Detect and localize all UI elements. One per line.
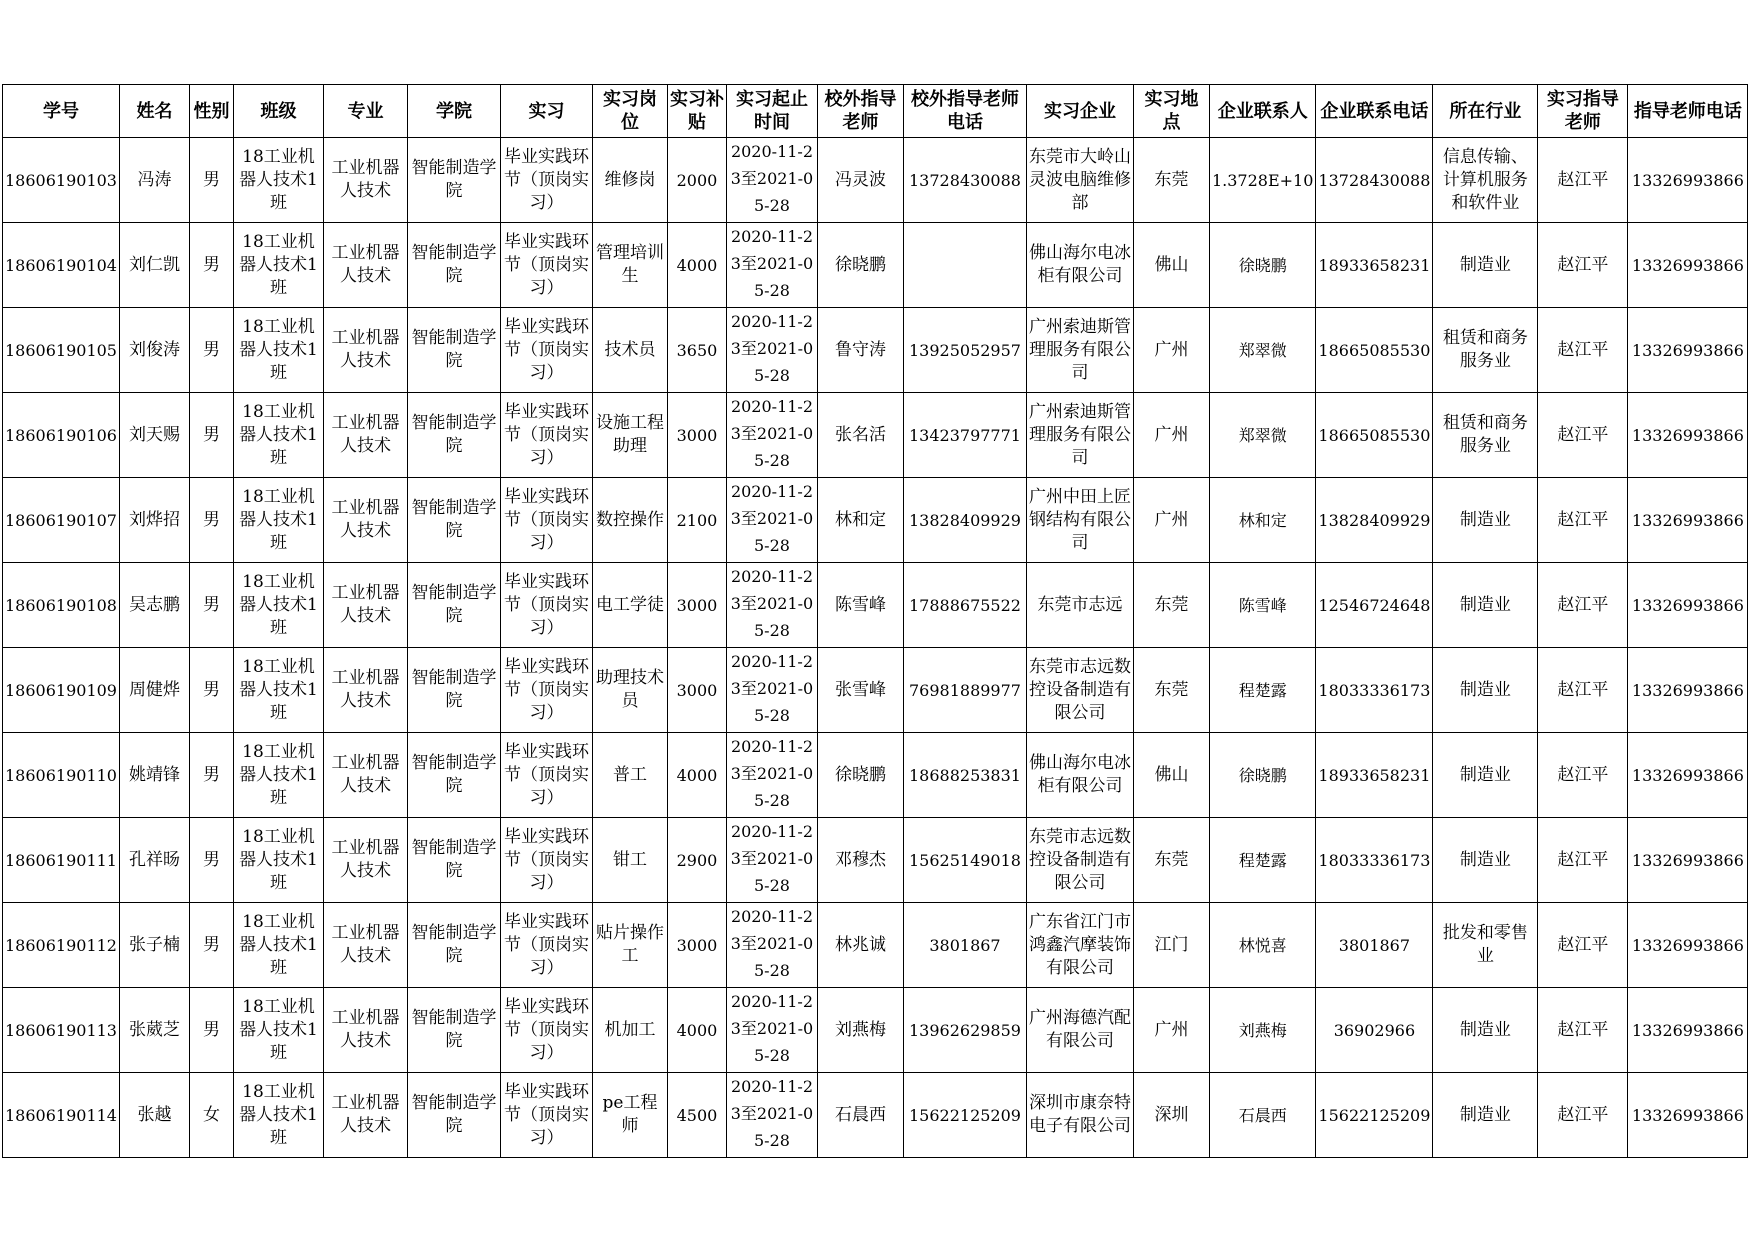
cell-contact: 石晨西: [1209, 1073, 1315, 1158]
cell-name: 周健烨: [119, 648, 189, 733]
cell-period: [726, 648, 817, 733]
internship-table: [2, 84, 1748, 1158]
cell-period: [726, 733, 817, 818]
cell-industry: 信息传输、计算机服务和软件业: [1433, 138, 1538, 223]
cell-subsidy: 4500: [667, 1073, 726, 1158]
cell-contact-phone: 15622125209: [1316, 1073, 1433, 1158]
cell-teacher: 赵江平: [1538, 903, 1628, 988]
cell-company: 东莞市志远数控设备制造有限公司: [1026, 818, 1133, 903]
cell-position: 维修岗: [592, 138, 667, 223]
cell-internship: 毕业实践环节（顶岗实习）: [500, 393, 592, 478]
table-row: [3, 733, 1748, 818]
header-name: 姓名: [119, 85, 189, 138]
cell-student-id: 18606190111: [3, 818, 120, 903]
cell-gender: 男: [189, 308, 233, 393]
cell-period: [726, 308, 817, 393]
cell-subsidy: 3650: [667, 308, 726, 393]
header-row: [3, 85, 1748, 138]
cell-contact-phone: 18665085530: [1316, 308, 1433, 393]
cell-college: 智能制造学院: [407, 648, 500, 733]
cell-gender: 男: [189, 733, 233, 818]
cell-teacher: 赵江平: [1538, 563, 1628, 648]
cell-teacher-phone: 13326993866: [1628, 308, 1748, 393]
cell-location: 东莞: [1133, 818, 1209, 903]
header-gender: 性别: [189, 85, 233, 138]
cell-company: 东莞市大岭山灵波电脑维修部: [1026, 138, 1133, 223]
period-text: 2020-11-23至2021-05-28: [730, 397, 814, 470]
cell-major: 工业机器人技术: [323, 733, 407, 818]
cell-major: 工业机器人技术: [323, 393, 407, 478]
cell-period: [726, 903, 817, 988]
cell-location: 江门: [1133, 903, 1209, 988]
cell-college: 智能制造学院: [407, 223, 500, 308]
cell-gender: 男: [189, 903, 233, 988]
cell-student-id: 18606190113: [3, 988, 120, 1073]
cell-subsidy: 3000: [667, 393, 726, 478]
cell-ext-teacher-phone: 3801867: [903, 903, 1026, 988]
cell-location: 深圳: [1133, 1073, 1209, 1158]
period-text: 2020-11-23至2021-05-28: [730, 312, 814, 385]
cell-location: 佛山: [1133, 733, 1209, 818]
cell-subsidy: 4000: [667, 733, 726, 818]
cell-contact-phone: 3801867: [1316, 903, 1433, 988]
cell-ext-teacher: 张雪峰: [817, 648, 903, 733]
header-contact-phone: 企业联系电话: [1316, 85, 1433, 138]
header-ext-teacher: 校外指导老师: [817, 85, 903, 138]
cell-gender: 男: [189, 138, 233, 223]
cell-name: 刘烨招: [119, 478, 189, 563]
cell-teacher: 赵江平: [1538, 648, 1628, 733]
cell-internship: 毕业实践环节（顶岗实习）: [500, 818, 592, 903]
cell-class: 18工业机器人技术1班: [233, 1073, 323, 1158]
header-college: 学院: [407, 85, 500, 138]
cell-industry: 批发和零售业: [1433, 903, 1538, 988]
cell-major: 工业机器人技术: [323, 563, 407, 648]
cell-period: [726, 818, 817, 903]
cell-teacher-phone: 13326993866: [1628, 903, 1748, 988]
cell-name: 刘仁凯: [119, 223, 189, 308]
cell-ext-teacher: 石晨西: [817, 1073, 903, 1158]
cell-contact: 陈雪峰: [1209, 563, 1315, 648]
cell-period: [726, 393, 817, 478]
cell-position: 贴片操作工: [592, 903, 667, 988]
cell-name: 刘俊涛: [119, 308, 189, 393]
cell-name: 张子楠: [119, 903, 189, 988]
cell-teacher-phone: 13326993866: [1628, 988, 1748, 1073]
cell-position: 机加工: [592, 988, 667, 1073]
cell-college: 智能制造学院: [407, 733, 500, 818]
cell-ext-teacher: 林和定: [817, 478, 903, 563]
cell-major: 工业机器人技术: [323, 903, 407, 988]
header-student-id: 学号: [3, 85, 120, 138]
cell-teacher: 赵江平: [1538, 223, 1628, 308]
period-text: 2020-11-23至2021-05-28: [730, 1077, 814, 1150]
cell-period: [726, 988, 817, 1073]
cell-college: 智能制造学院: [407, 138, 500, 223]
cell-student-id: 18606190110: [3, 733, 120, 818]
cell-gender: 女: [189, 1073, 233, 1158]
cell-ext-teacher-phone: 17888675522: [903, 563, 1026, 648]
header-teacher: 实习指导老师: [1538, 85, 1628, 138]
cell-major: 工业机器人技术: [323, 308, 407, 393]
header-internship: 实习: [500, 85, 592, 138]
cell-ext-teacher-phone: 76981889977: [903, 648, 1026, 733]
cell-teacher: 赵江平: [1538, 988, 1628, 1073]
cell-location: 佛山: [1133, 223, 1209, 308]
cell-industry: 制造业: [1433, 818, 1538, 903]
cell-student-id: 18606190104: [3, 223, 120, 308]
cell-industry: 制造业: [1433, 733, 1538, 818]
table-row: [3, 988, 1748, 1073]
cell-industry: 制造业: [1433, 648, 1538, 733]
cell-subsidy: 3000: [667, 648, 726, 733]
cell-ext-teacher: 林兆诚: [817, 903, 903, 988]
cell-subsidy: 4000: [667, 223, 726, 308]
cell-company: 广州索迪斯管理服务有限公司: [1026, 308, 1133, 393]
header-company: 实习企业: [1026, 85, 1133, 138]
cell-company: 广东省江门市鸿鑫汽摩装饰有限公司: [1026, 903, 1133, 988]
cell-major: 工业机器人技术: [323, 988, 407, 1073]
cell-college: 智能制造学院: [407, 478, 500, 563]
cell-name: 孔祥旸: [119, 818, 189, 903]
header-major: 专业: [323, 85, 407, 138]
cell-contact-phone: 18665085530: [1316, 393, 1433, 478]
period-text: 2020-11-23至2021-05-28: [730, 652, 814, 725]
cell-teacher-phone: 13326993866: [1628, 563, 1748, 648]
cell-student-id: 18606190107: [3, 478, 120, 563]
cell-student-id: 18606190114: [3, 1073, 120, 1158]
cell-teacher-phone: 13326993866: [1628, 733, 1748, 818]
cell-class: 18工业机器人技术1班: [233, 903, 323, 988]
cell-internship: 毕业实践环节（顶岗实习）: [500, 733, 592, 818]
table-row: [3, 563, 1748, 648]
cell-student-id: 18606190103: [3, 138, 120, 223]
cell-ext-teacher: 鲁守涛: [817, 308, 903, 393]
table-row: [3, 138, 1748, 223]
cell-subsidy: 4000: [667, 988, 726, 1073]
header-location: 实习地点: [1133, 85, 1209, 138]
cell-gender: 男: [189, 988, 233, 1073]
cell-period: [726, 223, 817, 308]
cell-ext-teacher-phone: [903, 223, 1026, 308]
cell-college: 智能制造学院: [407, 818, 500, 903]
table-row: [3, 308, 1748, 393]
header-industry: 所在行业: [1433, 85, 1538, 138]
cell-college: 智能制造学院: [407, 988, 500, 1073]
cell-period: [726, 563, 817, 648]
cell-ext-teacher: 陈雪峰: [817, 563, 903, 648]
cell-class: 18工业机器人技术1班: [233, 818, 323, 903]
cell-name: 刘天赐: [119, 393, 189, 478]
cell-ext-teacher-phone: 13728430088: [903, 138, 1026, 223]
cell-company: 广州索迪斯管理服务有限公司: [1026, 393, 1133, 478]
cell-college: 智能制造学院: [407, 903, 500, 988]
cell-contact: 程楚露: [1209, 818, 1315, 903]
cell-student-id: 18606190112: [3, 903, 120, 988]
cell-teacher-phone: 13326993866: [1628, 818, 1748, 903]
cell-teacher: 赵江平: [1538, 138, 1628, 223]
cell-name: 姚靖锋: [119, 733, 189, 818]
cell-college: 智能制造学院: [407, 563, 500, 648]
header-contact: 企业联系人: [1209, 85, 1315, 138]
cell-position: 钳工: [592, 818, 667, 903]
cell-major: 工业机器人技术: [323, 648, 407, 733]
cell-teacher-phone: 13326993866: [1628, 648, 1748, 733]
cell-location: 广州: [1133, 988, 1209, 1073]
table-body: [3, 138, 1748, 1158]
cell-contact: 郑翠微: [1209, 393, 1315, 478]
cell-position: 数控操作: [592, 478, 667, 563]
header-period: 实习起止时间: [726, 85, 817, 138]
header-ext-teacher-phone: 校外指导老师电话: [903, 85, 1026, 138]
cell-contact-phone: 13728430088: [1316, 138, 1433, 223]
header-teacher-phone: 指导老师电话: [1628, 85, 1748, 138]
cell-college: 智能制造学院: [407, 1073, 500, 1158]
cell-company: 佛山海尔电冰柜有限公司: [1026, 733, 1133, 818]
cell-period: [726, 1073, 817, 1158]
period-text: 2020-11-23至2021-05-28: [730, 992, 814, 1065]
cell-position: 管理培训生: [592, 223, 667, 308]
table-row: [3, 648, 1748, 733]
cell-major: 工业机器人技术: [323, 818, 407, 903]
cell-class: 18工业机器人技术1班: [233, 308, 323, 393]
cell-teacher-phone: 13326993866: [1628, 223, 1748, 308]
period-text: 2020-11-23至2021-05-28: [730, 482, 814, 555]
cell-ext-teacher: 徐晓鹏: [817, 733, 903, 818]
cell-contact-phone: 12546724648: [1316, 563, 1433, 648]
cell-position: 技术员: [592, 308, 667, 393]
cell-gender: 男: [189, 393, 233, 478]
header-class: 班级: [233, 85, 323, 138]
table-row: [3, 903, 1748, 988]
cell-class: 18工业机器人技术1班: [233, 563, 323, 648]
cell-contact-phone: 18933658231: [1316, 733, 1433, 818]
cell-name: 冯涛: [119, 138, 189, 223]
cell-gender: 男: [189, 648, 233, 733]
cell-teacher: 赵江平: [1538, 733, 1628, 818]
cell-industry: 制造业: [1433, 988, 1538, 1073]
cell-name: 张越: [119, 1073, 189, 1158]
cell-industry: 制造业: [1433, 478, 1538, 563]
cell-teacher: 赵江平: [1538, 308, 1628, 393]
cell-period: [726, 478, 817, 563]
cell-internship: 毕业实践环节（顶岗实习）: [500, 563, 592, 648]
period-text: 2020-11-23至2021-05-28: [730, 142, 814, 215]
cell-gender: 男: [189, 223, 233, 308]
cell-teacher-phone: 13326993866: [1628, 393, 1748, 478]
cell-contact-phone: 13828409929: [1316, 478, 1433, 563]
cell-gender: 男: [189, 563, 233, 648]
cell-ext-teacher-phone: 15625149018: [903, 818, 1026, 903]
cell-company: 佛山海尔电冰柜有限公司: [1026, 223, 1133, 308]
cell-subsidy: 3000: [667, 903, 726, 988]
cell-location: 广州: [1133, 308, 1209, 393]
header-position: 实习岗位: [592, 85, 667, 138]
cell-contact-phone: 18033336173: [1316, 648, 1433, 733]
cell-class: 18工业机器人技术1班: [233, 648, 323, 733]
cell-gender: 男: [189, 478, 233, 563]
cell-company: 东莞市志远数控设备制造有限公司: [1026, 648, 1133, 733]
cell-industry: 制造业: [1433, 1073, 1538, 1158]
cell-internship: 毕业实践环节（顶岗实习）: [500, 138, 592, 223]
cell-industry: 租赁和商务服务业: [1433, 308, 1538, 393]
cell-ext-teacher: 张名活: [817, 393, 903, 478]
cell-subsidy: 2900: [667, 818, 726, 903]
cell-class: 18工业机器人技术1班: [233, 393, 323, 478]
cell-ext-teacher-phone: 13925052957: [903, 308, 1026, 393]
cell-teacher: 赵江平: [1538, 1073, 1628, 1158]
cell-student-id: 18606190105: [3, 308, 120, 393]
cell-internship: 毕业实践环节（顶岗实习）: [500, 903, 592, 988]
cell-company: 广州中田上匠钢结构有限公司: [1026, 478, 1133, 563]
cell-ext-teacher-phone: 18688253831: [903, 733, 1026, 818]
cell-class: 18工业机器人技术1班: [233, 478, 323, 563]
period-text: 2020-11-23至2021-05-28: [730, 567, 814, 640]
cell-class: 18工业机器人技术1班: [233, 733, 323, 818]
cell-contact: 林悦喜: [1209, 903, 1315, 988]
cell-contact: 1.3728E+10: [1209, 138, 1315, 223]
cell-subsidy: 2000: [667, 138, 726, 223]
cell-ext-teacher: 冯灵波: [817, 138, 903, 223]
header-subsidy: 实习补贴: [667, 85, 726, 138]
period-text: 2020-11-23至2021-05-28: [730, 822, 814, 895]
cell-location: 东莞: [1133, 563, 1209, 648]
cell-position: 助理技术员: [592, 648, 667, 733]
cell-teacher-phone: 13326993866: [1628, 1073, 1748, 1158]
cell-position: 普工: [592, 733, 667, 818]
cell-industry: 租赁和商务服务业: [1433, 393, 1538, 478]
period-text: 2020-11-23至2021-05-28: [730, 227, 814, 300]
cell-college: 智能制造学院: [407, 393, 500, 478]
cell-internship: 毕业实践环节（顶岗实习）: [500, 308, 592, 393]
cell-company: 东莞市志远: [1026, 563, 1133, 648]
cell-teacher-phone: 13326993866: [1628, 478, 1748, 563]
cell-industry: 制造业: [1433, 563, 1538, 648]
cell-contact: 郑翠微: [1209, 308, 1315, 393]
cell-name: 张葳芝: [119, 988, 189, 1073]
cell-gender: 男: [189, 818, 233, 903]
period-text: 2020-11-23至2021-05-28: [730, 737, 814, 810]
cell-subsidy: 2100: [667, 478, 726, 563]
table-row: [3, 223, 1748, 308]
cell-student-id: 18606190108: [3, 563, 120, 648]
cell-position: pe工程师: [592, 1073, 667, 1158]
cell-major: 工业机器人技术: [323, 1073, 407, 1158]
cell-ext-teacher: 徐晓鹏: [817, 223, 903, 308]
cell-location: 东莞: [1133, 648, 1209, 733]
cell-internship: 毕业实践环节（顶岗实习）: [500, 478, 592, 563]
table-row: [3, 393, 1748, 478]
cell-contact: 林和定: [1209, 478, 1315, 563]
cell-ext-teacher-phone: 13962629859: [903, 988, 1026, 1073]
cell-major: 工业机器人技术: [323, 478, 407, 563]
cell-ext-teacher-phone: 15622125209: [903, 1073, 1026, 1158]
cell-location: 广州: [1133, 478, 1209, 563]
cell-teacher: 赵江平: [1538, 478, 1628, 563]
cell-company: 广州海德汽配有限公司: [1026, 988, 1133, 1073]
cell-contact: 徐晓鹏: [1209, 223, 1315, 308]
cell-internship: 毕业实践环节（顶岗实习）: [500, 1073, 592, 1158]
cell-internship: 毕业实践环节（顶岗实习）: [500, 988, 592, 1073]
cell-class: 18工业机器人技术1班: [233, 138, 323, 223]
table-row: [3, 818, 1748, 903]
table-row: [3, 478, 1748, 563]
cell-teacher-phone: 13326993866: [1628, 138, 1748, 223]
cell-ext-teacher-phone: 13828409929: [903, 478, 1026, 563]
cell-major: 工业机器人技术: [323, 223, 407, 308]
table-row: [3, 1073, 1748, 1158]
period-text: 2020-11-23至2021-05-28: [730, 907, 814, 980]
cell-ext-teacher: 刘燕梅: [817, 988, 903, 1073]
cell-contact: 程楚露: [1209, 648, 1315, 733]
cell-subsidy: 3000: [667, 563, 726, 648]
cell-teacher: 赵江平: [1538, 393, 1628, 478]
cell-contact-phone: 18933658231: [1316, 223, 1433, 308]
cell-teacher: 赵江平: [1538, 818, 1628, 903]
cell-contact-phone: 18033336173: [1316, 818, 1433, 903]
cell-contact-phone: 36902966: [1316, 988, 1433, 1073]
cell-major: 工业机器人技术: [323, 138, 407, 223]
cell-ext-teacher-phone: 13423797771: [903, 393, 1026, 478]
cell-location: 广州: [1133, 393, 1209, 478]
cell-position: 设施工程助理: [592, 393, 667, 478]
cell-internship: 毕业实践环节（顶岗实习）: [500, 223, 592, 308]
cell-class: 18工业机器人技术1班: [233, 988, 323, 1073]
cell-location: 东莞: [1133, 138, 1209, 223]
cell-class: 18工业机器人技术1班: [233, 223, 323, 308]
cell-company: 深圳市康奈特电子有限公司: [1026, 1073, 1133, 1158]
cell-contact: 徐晓鹏: [1209, 733, 1315, 818]
cell-internship: 毕业实践环节（顶岗实习）: [500, 648, 592, 733]
cell-student-id: 18606190106: [3, 393, 120, 478]
cell-name: 吴志鹏: [119, 563, 189, 648]
cell-college: 智能制造学院: [407, 308, 500, 393]
cell-position: 电工学徒: [592, 563, 667, 648]
cell-contact: 刘燕梅: [1209, 988, 1315, 1073]
cell-industry: 制造业: [1433, 223, 1538, 308]
cell-period: [726, 138, 817, 223]
cell-ext-teacher: 邓穆杰: [817, 818, 903, 903]
cell-student-id: 18606190109: [3, 648, 120, 733]
